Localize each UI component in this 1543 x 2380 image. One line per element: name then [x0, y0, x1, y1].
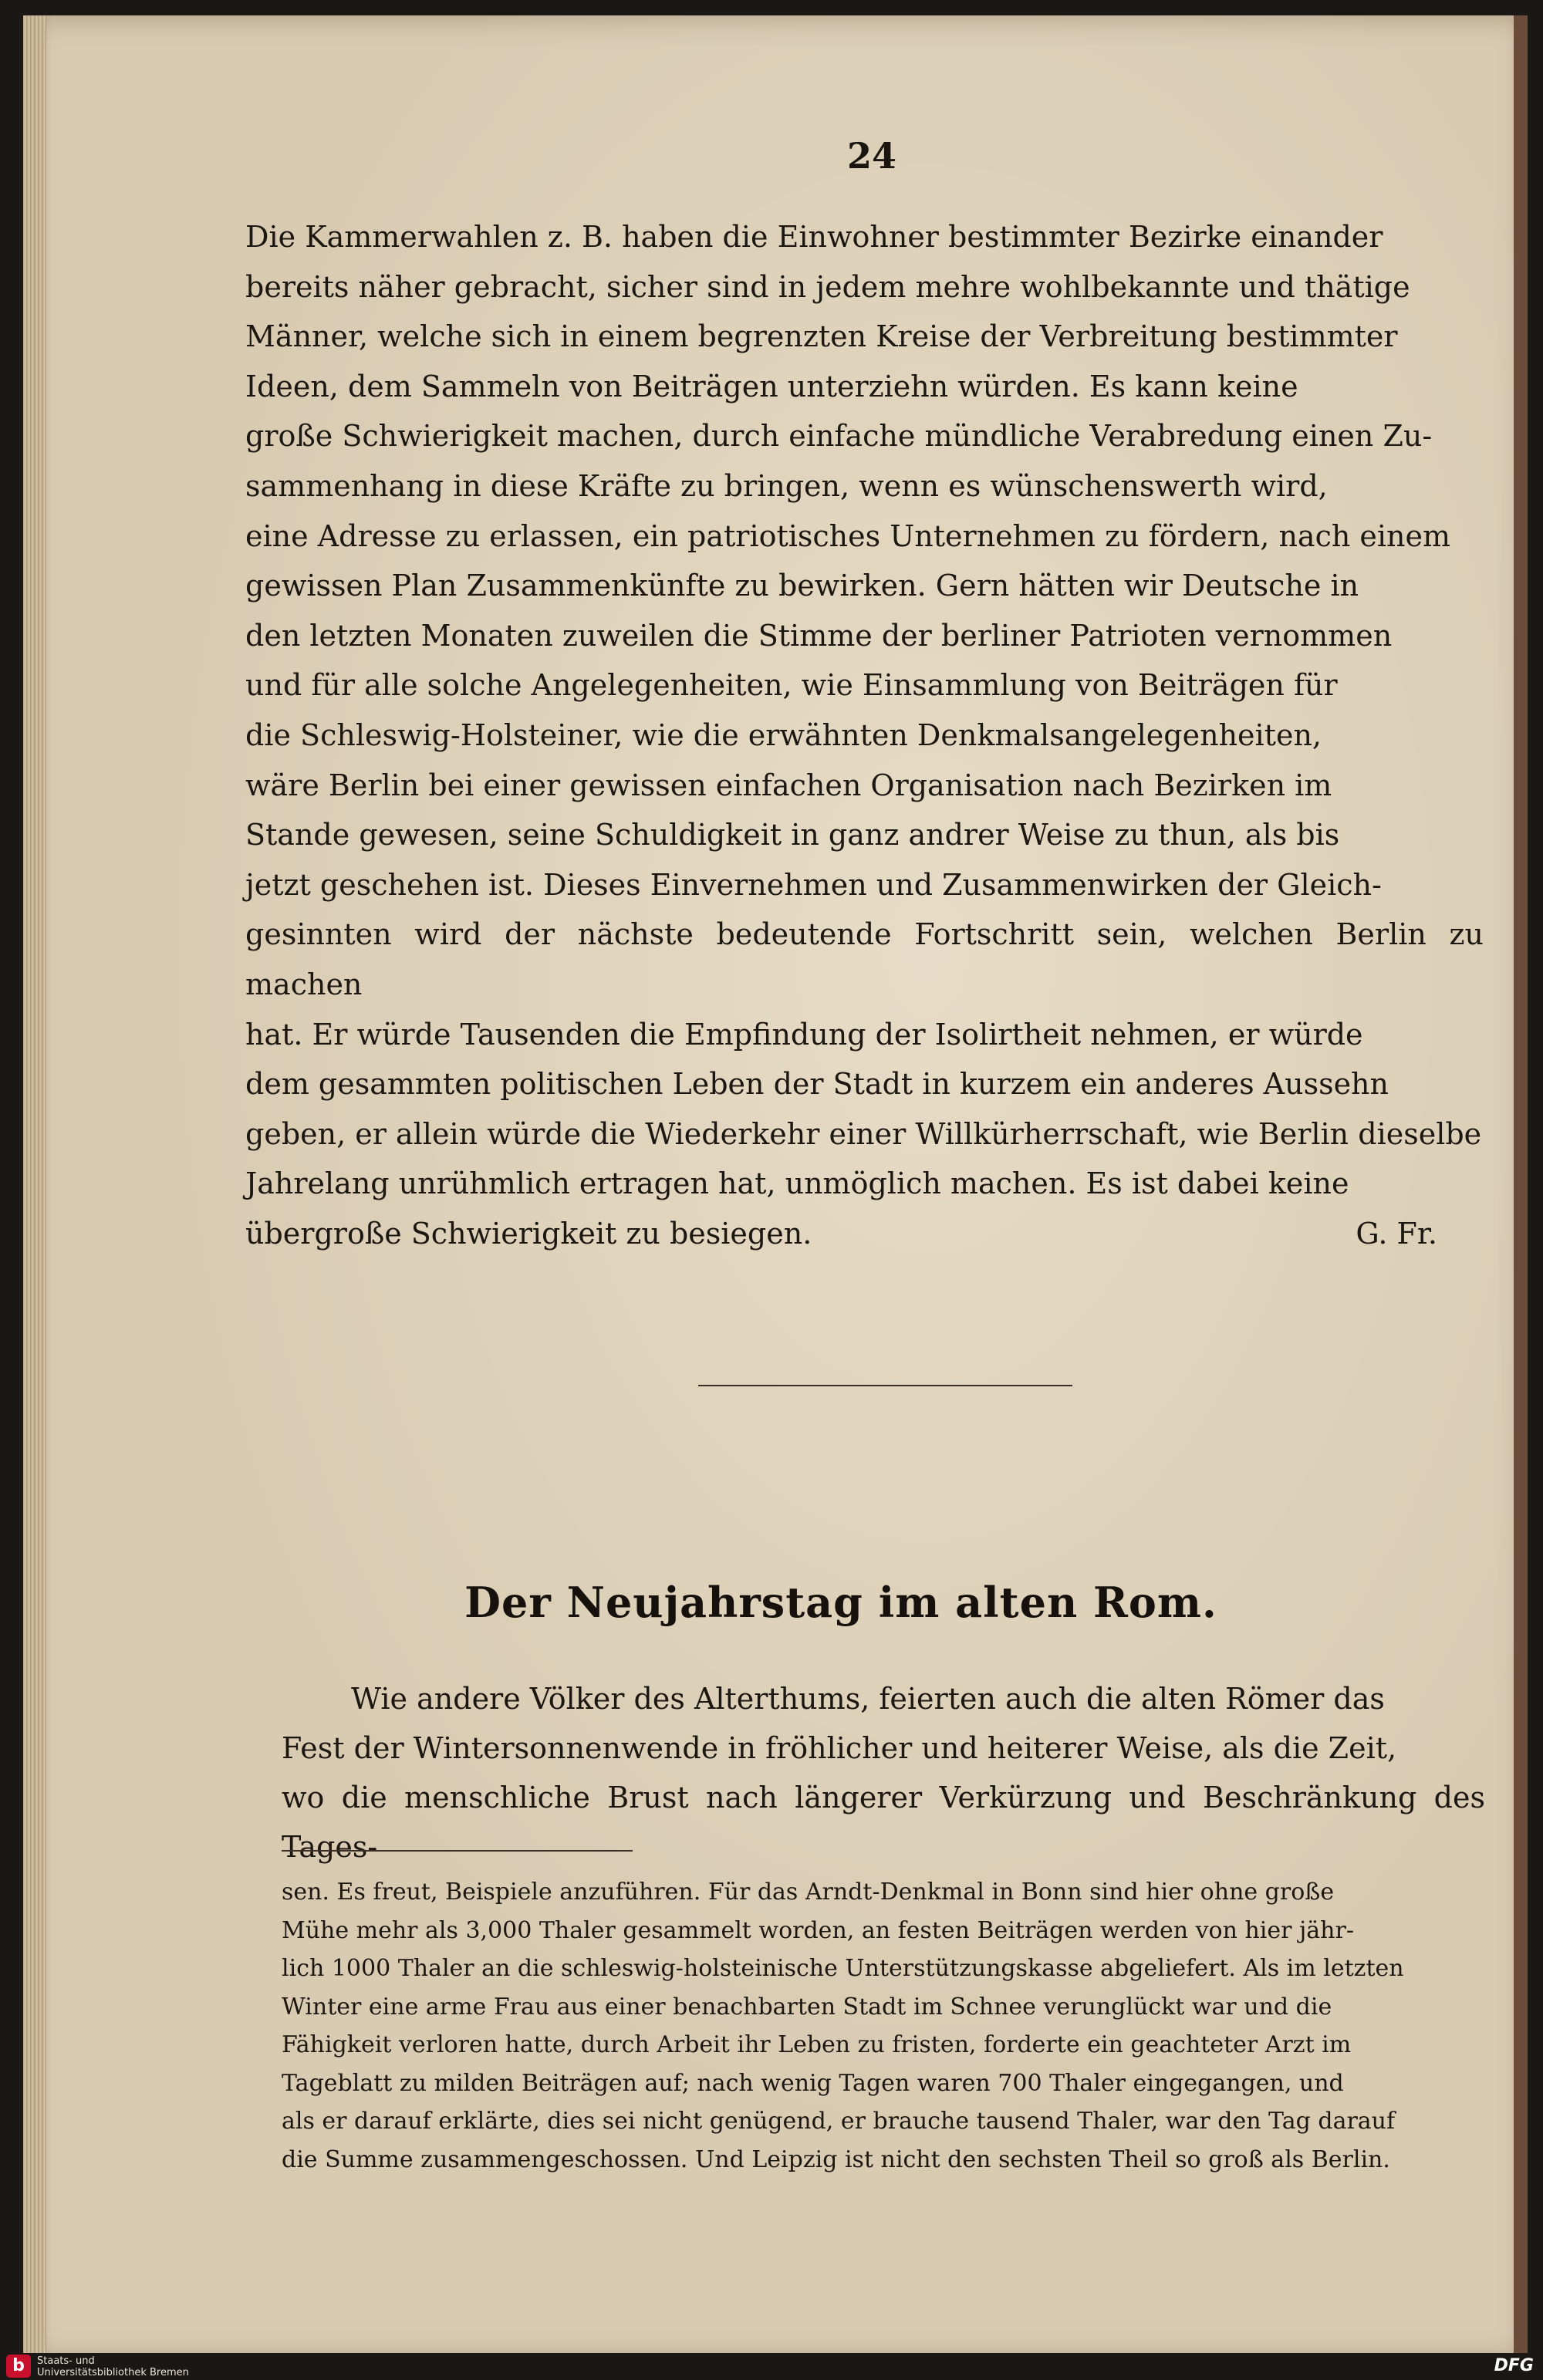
footnote-line: Tageblatt zu milden Beiträgen auf; nach wenig Tagen waren 700 Thaler eingegangen, und: [282, 2069, 1344, 2097]
binding-band: [1514, 15, 1528, 2361]
page-number: 24: [846, 135, 896, 177]
dfg-logo[interactable]: DFG: [1494, 2356, 1534, 2375]
body-line: sammenhang in diese Kräfte zu bringen, wenn es wünschenswerth wird,: [245, 468, 1328, 503]
footnote-line: Mühe mehr als 3,000 Thaler gesammelt worden, an festen Beiträgen werden von hier jähr-: [282, 1916, 1354, 1944]
article-body: [245, 212, 1484, 1258]
footnote-line: Fähigkeit verloren hatte, durch Arbeit ihr Leben zu fristen, forderte ein geachteter Arzt im: [282, 2031, 1352, 2058]
body-line: Die Kammerwahlen z. B. haben die Einwohner bestimmter Bezirke einander: [245, 220, 1383, 254]
body-line: Männer, welche sich in einem begrenzten Kreise der Verbreitung bestimmter: [245, 319, 1398, 354]
body-line: den letzten Monaten zuweilen die Stimme der berliner Patrioten vernommen: [245, 618, 1393, 653]
body-line: Jahrelang unrühmlich ertragen hat, unmöglich machen. Es ist dabei keine: [245, 1166, 1349, 1201]
page-edges: [23, 15, 46, 2361]
footnote-line: die Summe zusammengeschossen. Und Leipzig ist nicht den sechsten Theil so groß als Berlin.: [282, 2145, 1390, 2173]
body-line: Ideen, dem Sammeln von Beiträgen unterziehn würden. Es kann keine: [245, 369, 1298, 403]
body-line: eine Adresse zu erlassen, ein patriotisches Unternehmen zu fördern, nach einem: [245, 518, 1451, 553]
body-line: dem gesammten politischen Leben der Stadt in kurzem ein anderes Aussehn: [245, 1067, 1389, 1102]
section-divider: [698, 1385, 1072, 1386]
author-signature: G. Fr.: [1356, 1216, 1437, 1251]
footnote: [282, 1873, 1489, 2179]
body-line: und für alle solche Angelegenheiten, wie Einsammlung von Beiträgen für: [245, 668, 1338, 703]
footnote-line: als er darauf erklärte, dies sei nicht genügend, er brauche tausend Thaler, war den Tag darauf: [282, 2108, 1396, 2135]
footnote-line: lich 1000 Thaler an die schleswig-holsteinische Unterstützungskasse abgeliefert. Als im letzten: [282, 1955, 1404, 1982]
footnote-divider: [282, 1850, 633, 1852]
body-line: die Schleswig-Holsteiner, wie die erwähnten Denkmalsangelegenheiten,: [245, 717, 1322, 752]
section-line: wo die menschliche Brust nach längerer Verkürzung und Beschränkung des Tages-: [282, 1781, 1485, 1864]
section-line: Fest der Wintersonnenwende in fröhlicher und heiterer Weise, als die Zeit,: [282, 1731, 1397, 1765]
body-line: bereits näher gebracht, sicher sind in jedem mehre wohlbekannte und thätige: [245, 269, 1410, 304]
body-line: gewissen Plan Zusammenkünfte zu bewirken. Gern hätten wir Deutsche in: [245, 569, 1359, 603]
body-line: Stande gewesen, seine Schuldigkeit in ganz andrer Weise zu thun, als bis: [245, 818, 1340, 852]
section-body: [282, 1674, 1485, 1872]
footnote-line: sen. Es freut, Beispiele anzuführen. Für das Arndt-Denkmal in Bonn sind hier ohne große: [282, 1879, 1335, 1906]
library-logo-icon[interactable]: b: [6, 2355, 31, 2378]
section-line: Wie andere Völker des Alterthums, feierten auch die alten Römer das: [351, 1682, 1385, 1716]
library-name-line: Universitätsbibliothek Bremen: [37, 2367, 189, 2378]
library-name-line: Staats- und: [37, 2355, 95, 2367]
body-line: geben, er allein würde die Wiederkehr einer Willkürherrschaft, wie Berlin dieselbe: [245, 1116, 1482, 1151]
body-line: übergroße Schwierigkeit zu besiegen.: [245, 1216, 812, 1251]
section-title: Der Neujahrstag im alten Rom.: [464, 1578, 1217, 1627]
body-line-last: [245, 1209, 1484, 1259]
body-line: gesinnten wird der nächste bedeutende Fortschritt sein, welchen Berlin zu machen: [245, 917, 1484, 1001]
body-line: hat. Er würde Tausenden die Empfindung der Isolirtheit nehmen, er würde: [245, 1017, 1363, 1052]
body-line: wäre Berlin bei einer gewissen einfachen Organisation nach Bezirken im: [245, 768, 1332, 802]
body-line: große Schwierigkeit machen, durch einfache mündliche Verabredung einen Zu-: [245, 419, 1433, 454]
body-line: jetzt geschehen ist. Dieses Einvernehmen und Zusammenwirken der Gleich-: [245, 867, 1382, 902]
library-name: [37, 2355, 346, 2378]
footnote-line: Winter eine arme Frau aus einer benachbarten Stadt im Schnee verunglückt war und die: [282, 1993, 1332, 2020]
